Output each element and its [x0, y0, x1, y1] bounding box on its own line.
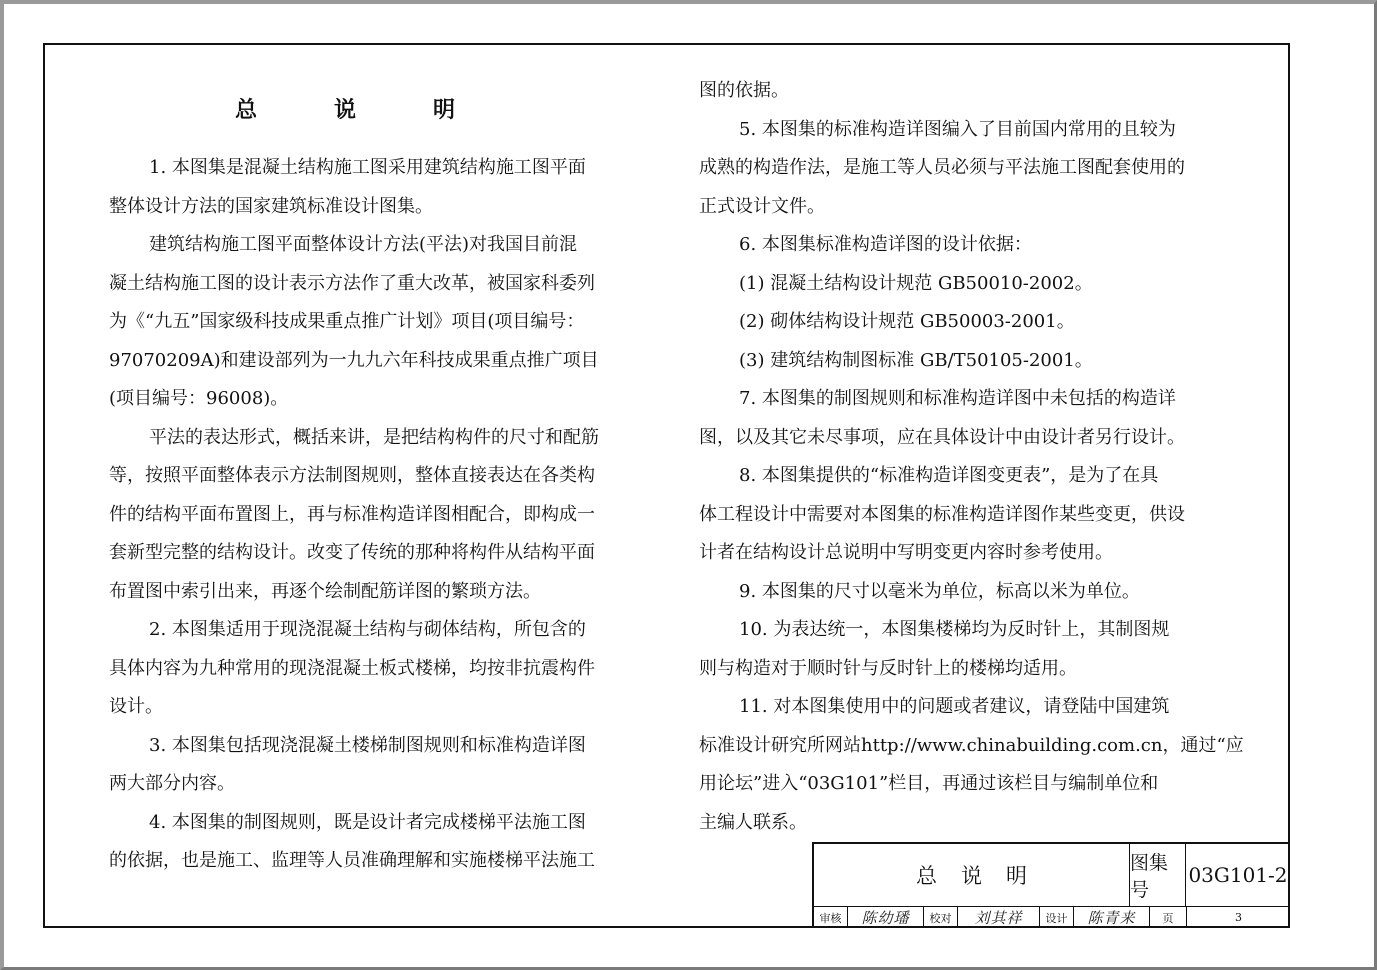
text-line: 图的依据。: [699, 80, 789, 101]
text-line: 具体内容为九种常用的现浇混凝土板式楼梯，均按非抗震构件: [109, 657, 595, 679]
text-line: 11. 对本图集使用中的问题或者建议，请登陆中国建筑: [739, 696, 1170, 717]
left-text-column: [109, 149, 635, 881]
text-line: (1) 混凝土结构设计规范 GB50010-2002。: [739, 272, 1093, 294]
text-line: 8. 本图集提供的“标准构造详图变更表”，是为了在具: [739, 465, 1159, 486]
check-label: 校对: [924, 907, 958, 928]
text-line: 则与构造对于顺时针与反时针上的楼梯均适用。: [699, 657, 1077, 679]
tb-name-char-1: 总: [916, 864, 937, 888]
text-line: 97070209A)和建设部列为一九九六年科技成果重点推广项目: [109, 349, 599, 371]
text-line: 凝土结构施工图的设计表示方法作了重大改革，被国家科委列: [109, 272, 595, 294]
text-line: 为《“九五”国家级科技成果重点推广计划》项目(项目编号：: [109, 311, 585, 332]
right-text-column: [699, 72, 1244, 842]
text-line: 整体设计方法的国家建筑标准设计图集。: [109, 195, 433, 217]
text-line: 7. 本图集的制图规则和标准构造详图中未包括的构造详: [739, 388, 1176, 409]
text-line: 2. 本图集适用于现浇混凝土结构与砌体结构，所包含的: [149, 619, 586, 640]
text-line: 布置图中索引出来，再逐个绘制配筋详图的繁琐方法。: [109, 580, 541, 602]
text-line: 9. 本图集的尺寸以毫米为单位，标高以米为单位。: [739, 580, 1140, 602]
title-block: [812, 842, 1290, 928]
drawing-sheet: [43, 43, 1290, 928]
text-line: 3. 本图集包括现浇混凝土楼梯制图规则和标准构造详图: [149, 734, 586, 756]
text-line: 5. 本图集的标准构造详图编入了目前国内常用的且较为: [739, 118, 1176, 140]
review-signature: 陈幼璠: [848, 907, 924, 928]
text-line: 10. 为表达统一，本图集楼梯均为反时针上，其制图规: [739, 619, 1170, 640]
text-line: 的依据，也是施工、监理等人员准确理解和实施楼梯平法施工: [109, 850, 595, 871]
text-line: 等，按照平面整体表示方法制图规则，整体直接表达在各类构: [109, 465, 595, 486]
page-label: 页: [1162, 911, 1174, 925]
title-char-3: 明: [432, 97, 455, 123]
text-line: 主编人联系。: [699, 811, 807, 833]
atlas-number: 03G101-2: [1186, 844, 1290, 907]
text-line: 4. 本图集的制图规则，既是设计者完成楼梯平法施工图: [149, 811, 586, 833]
text-line: 用论坛”进入“03G101”栏目，再通过该栏目与编制单位和: [699, 773, 1159, 794]
design-signature: 陈青来: [1074, 907, 1150, 928]
text-line: (项目编号：96008)。: [109, 388, 289, 409]
text-line: 计者在结构设计总说明中写明变更内容时参考使用。: [699, 542, 1113, 563]
tb-name-char-3: 明: [1006, 864, 1027, 888]
design-label: 设计: [1040, 907, 1074, 928]
title-block-name: [814, 844, 1130, 907]
text-line: 1. 本图集是混凝土结构施工图采用建筑结构施工图平面: [149, 157, 586, 178]
text-line: 设计。: [109, 696, 163, 717]
text-line: 标准设计研究所网站http://www.chinabuilding.com.cn，通过“应: [699, 734, 1244, 756]
signature-row: [814, 907, 1290, 928]
atlas-number-label: 图集号: [1130, 844, 1186, 907]
page-title: [235, 93, 455, 124]
text-line: (2) 砌体结构设计规范 GB50003-2001。: [739, 311, 1075, 332]
text-line: 体工程设计中需要对本图集的标准构造详图作某些变更，供设: [699, 503, 1185, 525]
text-line: (3) 建筑结构制图标准 GB/T50105-2001。: [739, 349, 1093, 371]
text-line: 6. 本图集标准构造详图的设计依据：: [739, 234, 1032, 255]
review-label: 审核: [814, 907, 848, 928]
text-line: 平法的表达形式，概括来讲，是把结构构件的尺寸和配筋: [149, 426, 599, 448]
text-line: 件的结构平面布置图上，再与标准构造详图相配合，即构成一: [109, 503, 595, 525]
text-line: 套新型完整的结构设计。改变了传统的那种将构件从结构平面: [109, 542, 595, 563]
title-char-1: 总: [235, 97, 258, 123]
check-signature: 刘其祥: [958, 907, 1040, 928]
text-line: 两大部分内容。: [109, 773, 235, 794]
text-line: 图，以及其它未尽事项，应在具体设计中由设计者另行设计。: [699, 426, 1185, 448]
text-line: 建筑结构施工图平面整体设计方法(平法)对我国目前混: [149, 234, 578, 255]
text-line: 成熟的构造作法，是施工等人员必须与平法施工图配套使用的: [699, 157, 1185, 178]
page-number: 3: [1186, 907, 1290, 928]
title-char-2: 说: [333, 97, 356, 123]
tb-name-char-2: 说: [961, 864, 982, 888]
text-line: 正式设计文件。: [699, 195, 825, 217]
